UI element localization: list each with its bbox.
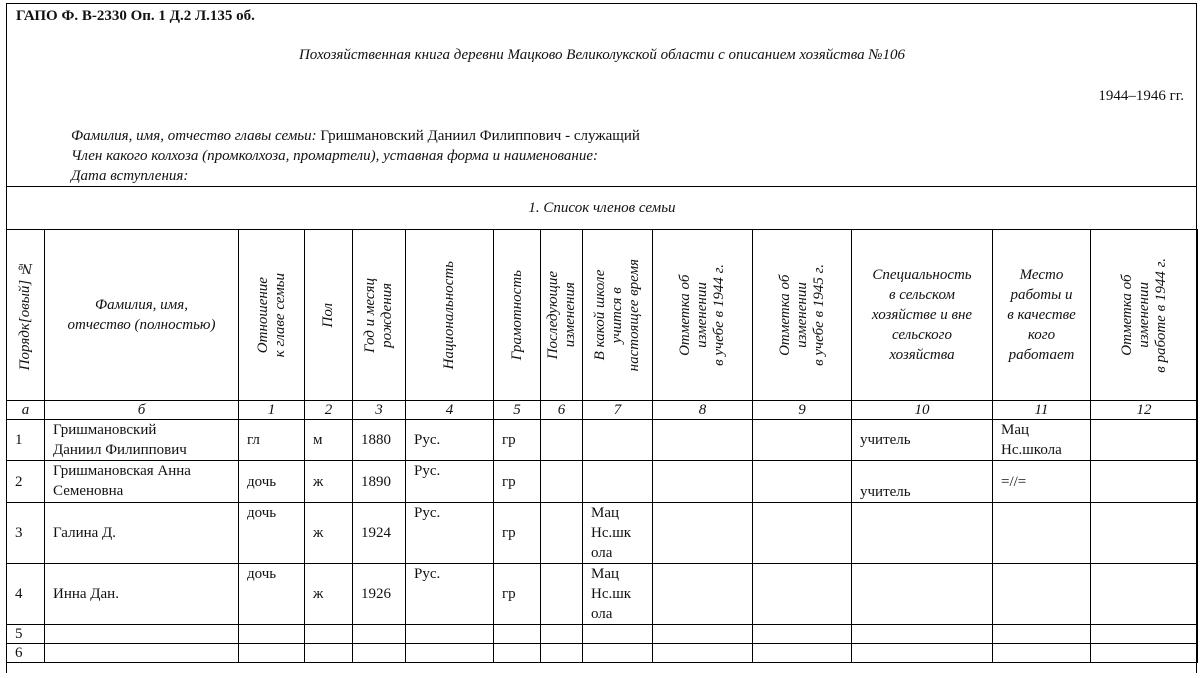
table-header-row xyxy=(7,230,1198,401)
member-nationality: Рус. xyxy=(406,503,494,564)
member-edu-1945 xyxy=(753,503,852,564)
member-specialty: учитель xyxy=(852,420,993,461)
member-workplace xyxy=(993,503,1091,564)
head-name-value: Гришмановский Даниил Филиппович - служащий xyxy=(320,128,640,144)
column-number: 9 xyxy=(753,401,852,420)
table-row xyxy=(7,564,1198,625)
member-literacy: гр xyxy=(494,420,541,461)
join-date-label: Дата вступления: xyxy=(71,168,189,184)
header-separator xyxy=(6,186,1197,187)
member-name: Гришмановский Даниил Филиппович xyxy=(45,420,239,461)
member-workplace: =//= xyxy=(993,461,1091,503)
member-school: Мац Нс.шк ола xyxy=(583,503,653,564)
column-number: 8 xyxy=(653,401,753,420)
member-edu-1944 xyxy=(653,420,753,461)
column-header: Год и месяц рождения xyxy=(353,230,406,401)
table-row xyxy=(7,461,1198,503)
member-relation: дочь xyxy=(239,461,305,503)
member-workplace: Мац Нс.школа xyxy=(993,420,1091,461)
table-row xyxy=(7,420,1198,461)
member-relation: дочь xyxy=(239,503,305,564)
member-changes xyxy=(541,461,583,503)
row-number: 3 xyxy=(7,503,45,564)
column-header: Специальность в сельском хозяйстве и вне сельского хозяйства xyxy=(852,230,993,401)
member-edu-1944 xyxy=(653,564,753,625)
column-header: Последующие изменения xyxy=(541,230,583,401)
table-row xyxy=(7,625,1198,644)
member-relation: гл xyxy=(239,420,305,461)
column-header: Фамилия, имя, отчество (полностью) xyxy=(45,230,239,401)
member-sex: ж xyxy=(305,503,353,564)
member-relation: дочь xyxy=(239,564,305,625)
member-work-1944 xyxy=(1091,564,1198,625)
column-number-row xyxy=(7,401,1198,420)
family-members-table xyxy=(6,229,1198,663)
head-of-family-line xyxy=(71,126,640,146)
column-header: Национальность xyxy=(406,230,494,401)
member-changes xyxy=(541,503,583,564)
column-number: 12 xyxy=(1091,401,1198,420)
member-name: Гришмановская Анна Семеновна xyxy=(45,461,239,503)
member-birth-year: 1880 xyxy=(353,420,406,461)
table-row xyxy=(7,503,1198,564)
member-birth-year: 1890 xyxy=(353,461,406,503)
years-range: 1944–1946 гг. xyxy=(1098,88,1184,104)
member-workplace xyxy=(993,564,1091,625)
member-specialty xyxy=(852,564,993,625)
member-name: Инна Дан. xyxy=(45,564,239,625)
column-number: б xyxy=(45,401,239,420)
section-title: 1. Список членов семьи xyxy=(528,200,676,216)
column-header: Порядк[овый] № xyxy=(7,230,45,401)
member-edu-1944 xyxy=(653,461,753,503)
column-number: 10 xyxy=(852,401,993,420)
member-edu-1945 xyxy=(753,564,852,625)
member-specialty xyxy=(852,503,993,564)
column-header: Место работы и в качестве кого работает xyxy=(993,230,1091,401)
member-sex: м xyxy=(305,420,353,461)
column-number: 11 xyxy=(993,401,1091,420)
column-header: Отношение к главе семьи xyxy=(239,230,305,401)
column-header: Отметка об изменении в учебе в 1945 г. xyxy=(753,230,852,401)
member-sex: ж xyxy=(305,564,353,625)
member-birth-year: 1926 xyxy=(353,564,406,625)
row-number: 4 xyxy=(7,564,45,625)
column-header: Грамотность xyxy=(494,230,541,401)
column-number: 6 xyxy=(541,401,583,420)
column-number: 4 xyxy=(406,401,494,420)
member-school xyxy=(583,420,653,461)
row-number: 1 xyxy=(7,420,45,461)
member-edu-1944 xyxy=(653,503,753,564)
member-literacy: гр xyxy=(494,461,541,503)
table-row xyxy=(7,644,1198,663)
member-edu-1945 xyxy=(753,461,852,503)
column-header: Пол xyxy=(305,230,353,401)
join-date-line xyxy=(71,166,188,186)
member-nationality: Рус. xyxy=(406,420,494,461)
kolkhoz-line xyxy=(71,146,598,166)
column-header: Отметка об изменении в работе в 1944 г. xyxy=(1091,230,1198,401)
member-literacy: гр xyxy=(494,503,541,564)
member-sex: ж xyxy=(305,461,353,503)
member-work-1944 xyxy=(1091,461,1198,503)
member-specialty: учитель xyxy=(852,461,993,503)
column-number: 1 xyxy=(239,401,305,420)
member-edu-1945 xyxy=(753,420,852,461)
column-number: 3 xyxy=(353,401,406,420)
column-header: В какой школе учится в настоящее время xyxy=(583,230,653,401)
member-work-1944 xyxy=(1091,420,1198,461)
member-changes xyxy=(541,564,583,625)
row-number: 2 xyxy=(7,461,45,503)
member-birth-year: 1924 xyxy=(353,503,406,564)
row-number: 6 xyxy=(7,644,45,663)
kolkhoz-label: Член какого колхоза (промколхоза, промартели), уставная форма и наименование: xyxy=(71,148,598,164)
member-nationality: Рус. xyxy=(406,461,494,503)
member-literacy: гр xyxy=(494,564,541,625)
archive-reference: ГАПО Ф. В-2330 Оп. 1 Д.2 Л.135 об. xyxy=(16,8,255,24)
column-number: 2 xyxy=(305,401,353,420)
member-name: Галина Д. xyxy=(45,503,239,564)
member-work-1944 xyxy=(1091,503,1198,564)
column-number: 5 xyxy=(494,401,541,420)
head-name-label: Фамилия, имя, отчество главы семьи: xyxy=(71,128,317,144)
row-number: 5 xyxy=(7,625,45,644)
column-number: 7 xyxy=(583,401,653,420)
column-header: Отметка об изменении в учебе в 1944 г. xyxy=(653,230,753,401)
document-title: Похозяйственная книга деревни Мацково Великолукской области с описанием хозяйства №106 xyxy=(298,47,906,63)
member-school: Мац Нс.шк ола xyxy=(583,564,653,625)
member-changes xyxy=(541,420,583,461)
member-school xyxy=(583,461,653,503)
member-nationality: Рус. xyxy=(406,564,494,625)
column-number: а xyxy=(7,401,45,420)
